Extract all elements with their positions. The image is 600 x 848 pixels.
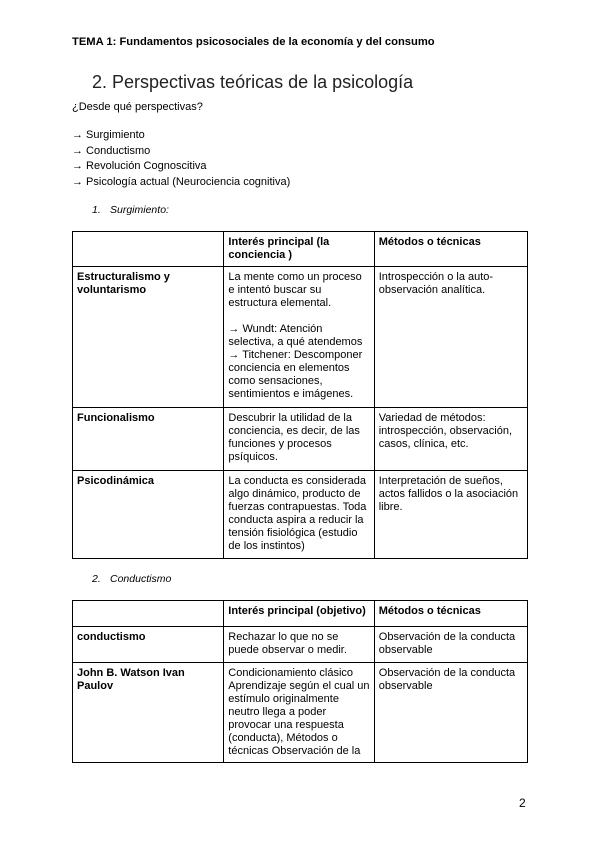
table-cell-methods: Observación de la conducta observable	[374, 663, 527, 763]
table-conductismo	[72, 600, 528, 763]
table-cell-interest: La conducta es considerada algo dinámico, producto de fuerzas contrapuestas. Toda conducta aspira a reducir la tensión fisiológica (estudio de los instintos)	[224, 471, 374, 559]
table-cell-methods: Introspección o la auto-observación analítica.	[374, 267, 527, 408]
table-row	[73, 663, 528, 763]
table-header-cell: Métodos o técnicas	[374, 601, 527, 627]
table-cell-interest: Descubrir la utilidad de la conciencia, es decir, de las funciones y procesos psíquicos.	[224, 408, 374, 471]
subsection-heading-2	[92, 573, 171, 585]
cell-paragraph: → Wundt: Atención selectiva, a qué atendemos	[228, 323, 363, 348]
table-row	[73, 408, 528, 471]
table-cell-name: Estructuralismo y voluntarismo	[73, 267, 224, 408]
table-header-cell: Interés principal (la conciencia )	[224, 232, 374, 267]
table-row	[73, 627, 528, 663]
table-cell-interest: Condicionamiento clásico Aprendizaje según el cual un estímulo originalmente neutro llega a poder provocar una respuesta (conducta), Métodos o técnicas Observación de la	[224, 663, 374, 763]
table-header-cell: Métodos o técnicas	[374, 232, 527, 267]
subsection-number: 1.	[92, 204, 101, 216]
perspectives-list	[72, 128, 290, 190]
subsection-heading-1	[92, 204, 169, 216]
table-cell-name: John B. Watson Ivan Paulov	[73, 663, 224, 763]
table-cell-methods: Interpretación de sueños, actos fallidos o la asociación libre.	[374, 471, 527, 559]
cell-paragraph: → Titchener: Descomponer conciencia en elementos como sensaciones, sentimientos e imágenes.	[228, 349, 363, 400]
cell-paragraph: La mente como un proceso e intentó buscar su estructura elemental.	[228, 271, 362, 309]
table-row	[73, 471, 528, 559]
table-cell-name: Funcionalismo	[73, 408, 224, 471]
table-header-cell	[73, 601, 224, 627]
table-row	[73, 267, 528, 408]
table-surgimiento	[72, 231, 528, 559]
subsection-label: Conductismo	[110, 573, 172, 585]
page-number: 2	[519, 796, 526, 810]
table-header-row	[73, 232, 528, 267]
table-header-row	[73, 601, 528, 627]
table-cell-methods: Variedad de métodos: introspección, observación, casos, clínica, etc.	[374, 408, 527, 471]
list-item: → Conductismo	[72, 144, 151, 157]
document-header: TEMA 1: Fundamentos psicosociales de la economía y del consumo	[72, 36, 435, 48]
table-cell-interest	[224, 267, 374, 408]
section-title: 2. Perspectivas teóricas de la psicología	[92, 72, 414, 92]
list-item: → Surgimiento	[72, 129, 145, 141]
question-text: ¿Desde qué perspectivas?	[72, 101, 203, 113]
subsection-label: Surgimiento:	[110, 204, 169, 216]
table-header-cell	[73, 232, 224, 267]
table-cell-interest: Rechazar lo que no se puede observar o medir.	[224, 627, 374, 663]
subsection-number: 2.	[92, 573, 101, 585]
table-cell-name: conductismo	[73, 627, 224, 663]
list-item: → Psicología actual (Neurociencia cognitiva)	[72, 175, 291, 188]
table-cell-name: Psicodinámica	[73, 471, 224, 559]
list-item: → Revolución Cognoscitiva	[72, 160, 207, 172]
table-cell-methods: Observación de la conducta observable	[374, 627, 527, 663]
table-header-cell: Interés principal (objetivo)	[224, 601, 374, 627]
